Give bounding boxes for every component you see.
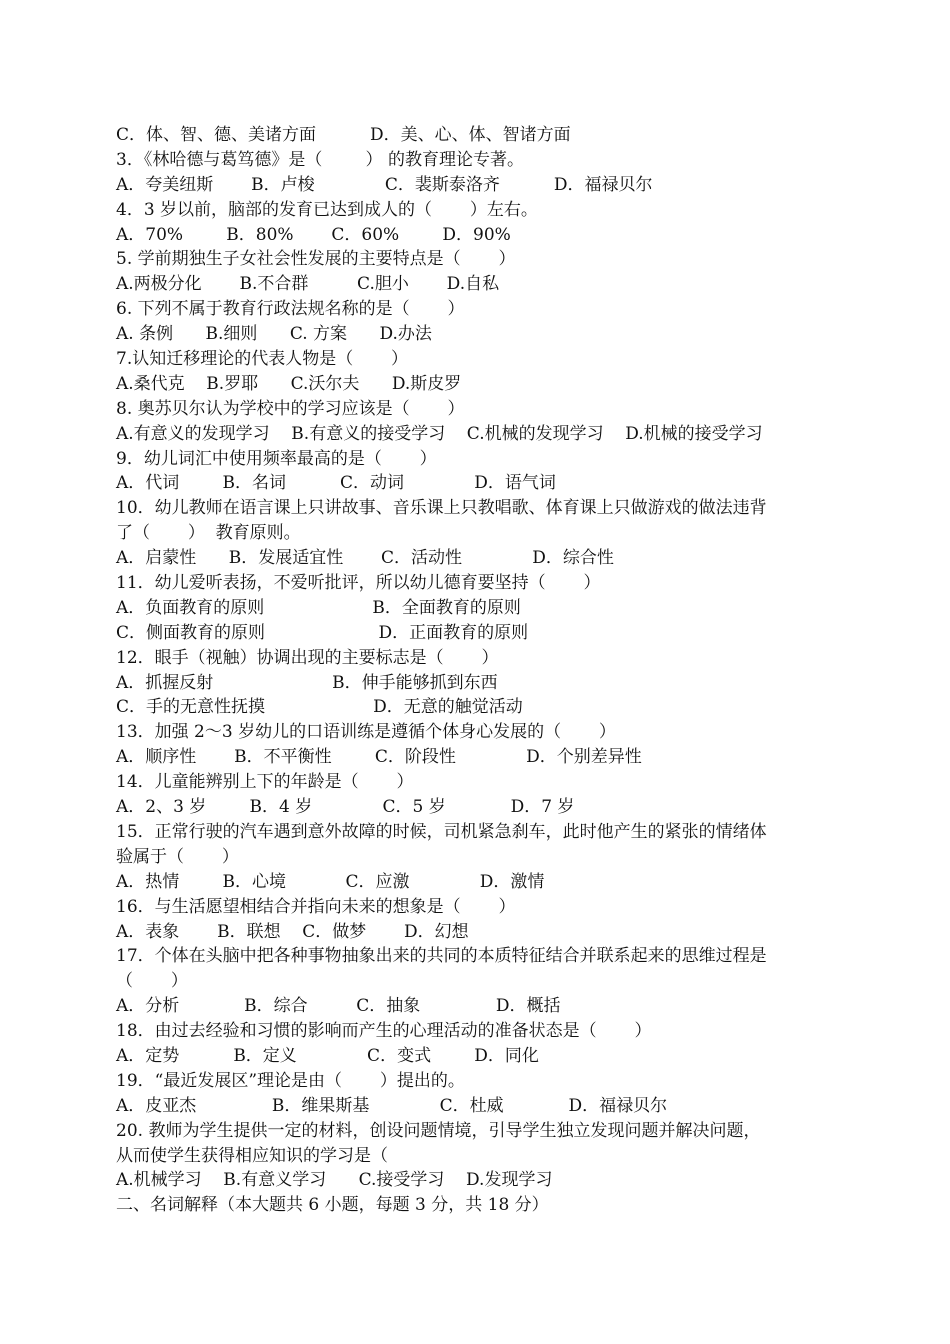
question-3: 3．《林哈德与葛笃德》是（ ） 的教育理论专著。 <box>116 149 524 170</box>
options-20: A.机械学习 B.有意义学习 C.接受学习 D.发现学习 <box>116 1170 553 1191</box>
options-19: A．皮亚杰 B．维果斯基 C．杜威 D．福禄贝尔 <box>116 1095 668 1116</box>
question-12: 12．眼手（视触）协调出现的主要标志是（ ） <box>116 647 499 668</box>
options-5: A.两极分化 B.不合群 C.胆小 D.自私 <box>116 274 500 295</box>
options-15: A．热情 B．心境 C．应激 D．激情 <box>116 871 545 892</box>
question-7: 7.认知迁移理论的代表人物是（ ） <box>116 349 409 370</box>
question-9: 9．幼儿词汇中使用频率最高的是（ ） <box>116 448 437 469</box>
options-10: A．启蒙性 B．发展适宜性 C．活动性 D．综合性 <box>116 548 614 569</box>
options-4: A．70% B．80% C．60% D．90% <box>116 224 511 245</box>
options-17: A．分析 B．综合 C．抽象 D．概括 <box>116 996 561 1017</box>
question-11: 11．幼儿爱听表扬，不爱听批评，所以幼儿德育要坚持（ ） <box>116 573 601 594</box>
section-heading-terms: 二、名词解释（本大题共 6 小题，每题 3 分，共 18 分） <box>116 1195 549 1216</box>
options-18: A．定势 B．定义 C．变式 D．同化 <box>116 1045 539 1066</box>
question-13: 13．加强 2～3 岁幼儿的口语训练是遵循个体身心发展的（ ） <box>116 722 616 743</box>
question-15-line-1: 15．正常行驶的汽车遇到意外故障的时候，司机紧急刹车，此时他产生的紧张的情绪体 <box>116 821 767 842</box>
question-4: 4．3 岁以前，脑部的发育已达到成人的（ ）左右。 <box>116 199 538 220</box>
question-5: 5. 学前期独生子女社会性发展的主要特点是（ ） <box>116 249 516 270</box>
question-6: 6. 下列不属于教育行政法规名称的是（ ） <box>116 299 465 320</box>
options-12-ab: A．抓握反射 B．伸手能够抓到东西 <box>116 672 498 693</box>
question-20-line-1: 20. 教师为学生提供一定的材料，创设问题情境，引导学生独立发现问题并解决问题， <box>116 1120 761 1141</box>
options-8: A.有意义的发现学习 B.有意义的接受学习 C.机械的发现学习 D.机械的接受学习 <box>116 423 763 444</box>
options-16: A．表象 B．联想 C．做梦 D．幻想 <box>116 921 469 942</box>
options-7: A.桑代克 B.罗耶 C.沃尔夫 D.斯皮罗 <box>116 373 462 394</box>
options-14: A．2、3 岁 B．4 岁 C．5 岁 D．7 岁 <box>116 797 575 818</box>
options-11-cd: C．侧面教育的原则 D．正面教育的原则 <box>116 622 529 643</box>
question-20-line-2: 从而使学生获得相应知识的学习是（ <box>116 1145 388 1166</box>
question-19: 19．“最近发展区”理论是由（ ）提出的。 <box>116 1070 465 1091</box>
options-12-cd: C．手的无意性抚摸 D．无意的触觉活动 <box>116 697 523 718</box>
question-16: 16．与生活愿望相结合并指向未来的想象是（ ） <box>116 896 516 917</box>
question-10-line-1: 10．幼儿教师在语言课上只讲故事、音乐课上只教唱歌、体育课上只做游戏的做法违背 <box>116 498 767 519</box>
question-18: 18．由过去经验和习惯的影响而产生的心理活动的准备状态是（ ） <box>116 1021 652 1042</box>
question-10-line-2: 了（ ） 教育原则。 <box>116 523 301 544</box>
question-8: 8. 奥苏贝尔认为学校中的学习应该是（ ） <box>116 398 465 419</box>
options-6: A. 条例 B.细则 C. 方案 D.办法 <box>116 324 432 345</box>
options-9: A．代词 B．名词 C．动词 D．语气词 <box>116 473 556 494</box>
question-17-line-1: 17．个体在头脑中把各种事物抽象出来的共同的本质特征结合并联系起来的思维过程是 <box>116 946 767 967</box>
exam-questions-text <box>116 123 856 1218</box>
question-14: 14．儿童能辨别上下的年龄是（ ） <box>116 772 414 793</box>
options-13: A．顺序性 B．不平衡性 C．阶段性 D．个别差异性 <box>116 747 642 768</box>
options-11-ab: A．负面教育的原则 B．全面教育的原则 <box>116 597 521 618</box>
question-17-line-2: （ ） <box>116 971 188 992</box>
question-15-line-2: 验属于（ ） <box>116 846 239 867</box>
option-line-cd: C．体、智、德、美诸方面 D．美、心、体、智诸方面 <box>116 125 571 145</box>
options-3: A．夸美纽斯 B．卢梭 C．裴斯泰洛齐 D．福禄贝尔 <box>116 174 653 195</box>
